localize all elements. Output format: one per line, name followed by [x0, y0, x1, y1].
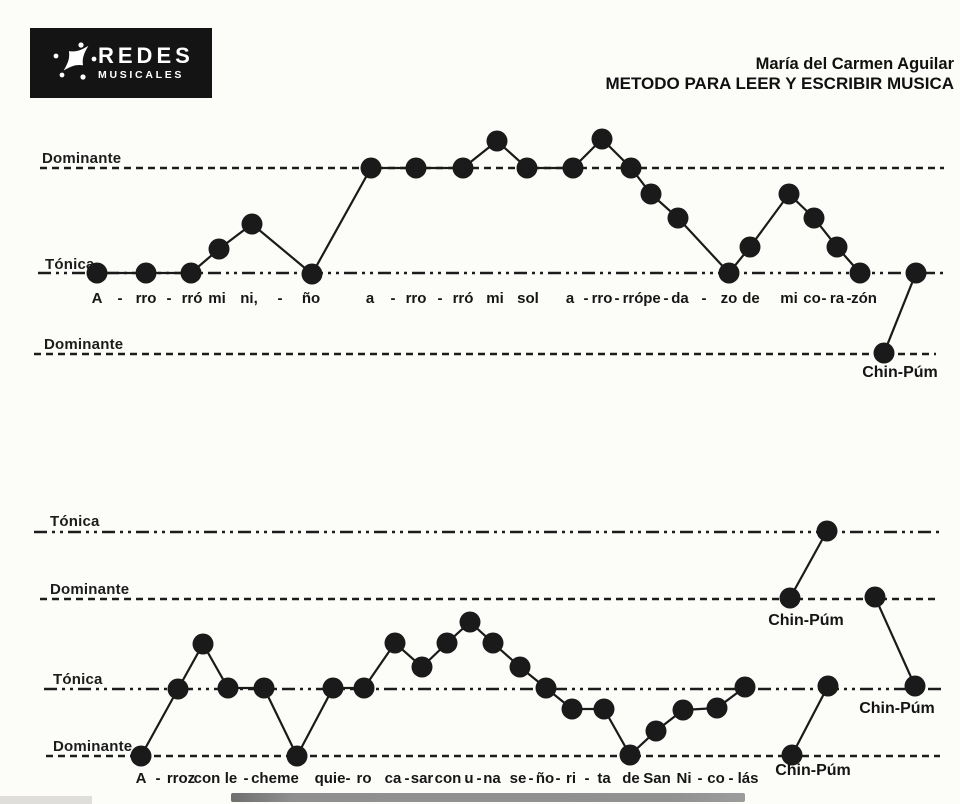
note-dot-da	[668, 208, 689, 229]
cadence-note-dot-chin	[865, 587, 886, 608]
lyric-syllable: pe	[643, 290, 661, 307]
lyric-syllable: -	[584, 770, 590, 787]
lyric-syllable: -	[390, 290, 396, 307]
lyric-syllable: -	[528, 770, 534, 787]
note-dot-a	[361, 158, 382, 179]
lyric-syllable: rró	[452, 290, 474, 307]
logo-brand-name: REDES	[98, 43, 194, 69]
note-dot-ro	[354, 678, 375, 699]
note-dot-ca	[385, 633, 406, 654]
lyric-syllable: -	[697, 770, 703, 787]
lyric-syllable: -	[583, 290, 589, 307]
lyric-syllable: Ni	[676, 770, 692, 787]
cadence-line	[875, 597, 915, 686]
lyric-syllable: rró	[181, 290, 203, 307]
lyric-syllable: sol	[517, 290, 539, 307]
scan-artifact-bar	[231, 793, 745, 802]
lyric-syllable: -	[404, 770, 410, 787]
note-dot-ni	[242, 214, 263, 235]
note-dot-le	[218, 678, 239, 699]
note-dot-pe	[641, 184, 662, 205]
note-dot-A	[131, 746, 152, 767]
note-dot-lás	[735, 677, 756, 698]
note-dot-zo	[719, 263, 740, 284]
note-dot-a	[563, 158, 584, 179]
note-dot-mi	[779, 184, 800, 205]
note-dot-ño	[302, 264, 323, 285]
lyric-syllable: u	[464, 770, 474, 787]
note-dot-con	[193, 634, 214, 655]
lyric-syllable: ca	[384, 770, 402, 787]
cadence-note-dot-chin	[782, 745, 803, 766]
lyric-syllable: mi	[780, 290, 798, 307]
lyric-syllable: mi	[486, 290, 504, 307]
lyric-syllable: con	[434, 770, 462, 787]
ref-line-label: Tónica	[45, 256, 95, 273]
note-dot-zón	[850, 263, 871, 284]
lyric-syllable: -	[277, 290, 283, 307]
note-dot-de	[620, 745, 641, 766]
lyric-syllable: de	[742, 290, 760, 307]
lyric-syllable: A	[91, 290, 103, 307]
lyric-syllable: -	[846, 290, 852, 307]
lyric-syllable: sar	[410, 770, 434, 787]
lyric-syllable: -	[821, 290, 827, 307]
lyric-syllable: -	[117, 290, 123, 307]
cadence-note-dot-pum	[817, 521, 838, 542]
lyric-syllable: lás	[737, 770, 759, 787]
lyric-syllable: -	[345, 770, 351, 787]
lyric-syllable: da	[671, 290, 689, 307]
chin-pum-label: Chin-Púm	[859, 700, 935, 717]
lyric-syllable: ta	[597, 770, 611, 787]
ref-line-label: Dominante	[44, 336, 124, 353]
note-dot-sol	[517, 158, 538, 179]
note-dot-co	[707, 698, 728, 719]
note-dot-Ni	[673, 700, 694, 721]
lyric-syllable: ra	[829, 290, 845, 307]
lyric-syllable: ri	[565, 770, 577, 787]
note-dot-con	[437, 633, 458, 654]
note-dot-sar	[412, 657, 433, 678]
lyric-syllable: -	[555, 770, 561, 787]
lyric-syllable: -	[663, 290, 669, 307]
lyric-syllable: A	[135, 770, 147, 787]
lyric-syllable: -	[166, 290, 172, 307]
cadence-note-dot-chin	[780, 588, 801, 609]
lyric-syllable: co	[707, 770, 725, 787]
note-dot-A	[87, 263, 108, 284]
note-dot-che	[254, 678, 275, 699]
lyric-syllable: de	[622, 770, 640, 787]
lyric-syllable: con	[193, 770, 221, 787]
chin-pum-label: Chin-Púm	[862, 364, 938, 381]
chin-pum-label: Chin-Púm	[768, 612, 844, 629]
lyric-syllable: -	[437, 290, 443, 307]
note-dot-rró	[181, 263, 202, 284]
cadence-line	[790, 531, 827, 598]
lyric-syllable: na	[483, 770, 501, 787]
note-dot-mi	[209, 239, 230, 260]
lyric-syllable: che	[251, 770, 277, 787]
cadence-note-dot-pum	[818, 676, 839, 697]
lyric-syllable: a	[365, 290, 375, 307]
lyric-syllable: zón	[851, 290, 877, 307]
logo-brand-sub: MUSICALES	[98, 69, 185, 82]
lyric-syllable: rroz	[166, 770, 196, 787]
note-dot-mi	[487, 131, 508, 152]
ref-line-label: Dominante	[42, 150, 122, 167]
lyric-syllable: rro	[591, 290, 613, 307]
header-author: María del Carmen Aguilar	[755, 55, 954, 73]
lyric-syllable: -	[476, 770, 482, 787]
chin-pum-label: Chin-Púm	[775, 762, 851, 779]
note-dot-rro	[592, 129, 613, 150]
lyric-syllable: quie	[314, 770, 346, 787]
note-dot-San	[646, 721, 667, 742]
ref-line-label: Dominante	[53, 738, 133, 755]
lyric-syllable: le	[224, 770, 238, 787]
note-dot-se	[510, 657, 531, 678]
lyric-syllable: a	[565, 290, 575, 307]
lyric-syllable: co	[803, 290, 821, 307]
note-dot-quie	[323, 678, 344, 699]
note-dot-rró	[621, 158, 642, 179]
lyric-syllable: ro	[356, 770, 372, 787]
cadence-note-dot-pum	[905, 676, 926, 697]
lyric-syllable: rro	[135, 290, 157, 307]
lyric-syllable: ño	[535, 770, 555, 787]
note-dot-rroz	[168, 679, 189, 700]
lyric-syllable: -	[701, 290, 707, 307]
note-dot-co	[804, 208, 825, 229]
note-dot-ta	[594, 699, 615, 720]
cadence-line	[792, 686, 828, 755]
note-dot-rro	[136, 263, 157, 284]
lyric-syllable: rro	[405, 290, 427, 307]
note-dot-de	[740, 237, 761, 258]
lyric-syllable: ño	[301, 290, 321, 307]
lyric-syllable: San	[643, 770, 671, 787]
lyric-syllable: -	[155, 770, 161, 787]
header-book-title: METODO PARA LEER Y ESCRIBIR MUSICA	[605, 74, 954, 93]
cadence-line	[884, 273, 916, 353]
ref-line-label: Tónica	[53, 671, 103, 688]
note-dot-na	[483, 633, 504, 654]
note-dot-ra	[827, 237, 848, 258]
note-dot-rro	[406, 158, 427, 179]
scan-artifact-smudge	[0, 796, 92, 804]
note-dot-ri	[562, 699, 583, 720]
lyric-syllable: zo	[720, 290, 738, 307]
note-dot-ño	[536, 678, 557, 699]
lyric-syllable: ni,	[240, 290, 258, 307]
cadence-note-dot-chin	[874, 343, 895, 364]
lyric-syllable: -	[243, 770, 249, 787]
cadence-note-dot-pum	[906, 263, 927, 284]
ref-line-label: Dominante	[50, 581, 130, 598]
lyric-syllable: rró	[622, 290, 644, 307]
note-dot-rró	[453, 158, 474, 179]
ref-line-label: Tónica	[50, 513, 100, 530]
lyric-syllable: -	[614, 290, 620, 307]
lyric-syllable: me	[277, 770, 299, 787]
lyric-syllable: se	[509, 770, 527, 787]
note-dot-me	[287, 746, 308, 767]
note-dot-u	[460, 612, 481, 633]
lyric-syllable: -	[728, 770, 734, 787]
lyric-syllable: mi	[208, 290, 226, 307]
